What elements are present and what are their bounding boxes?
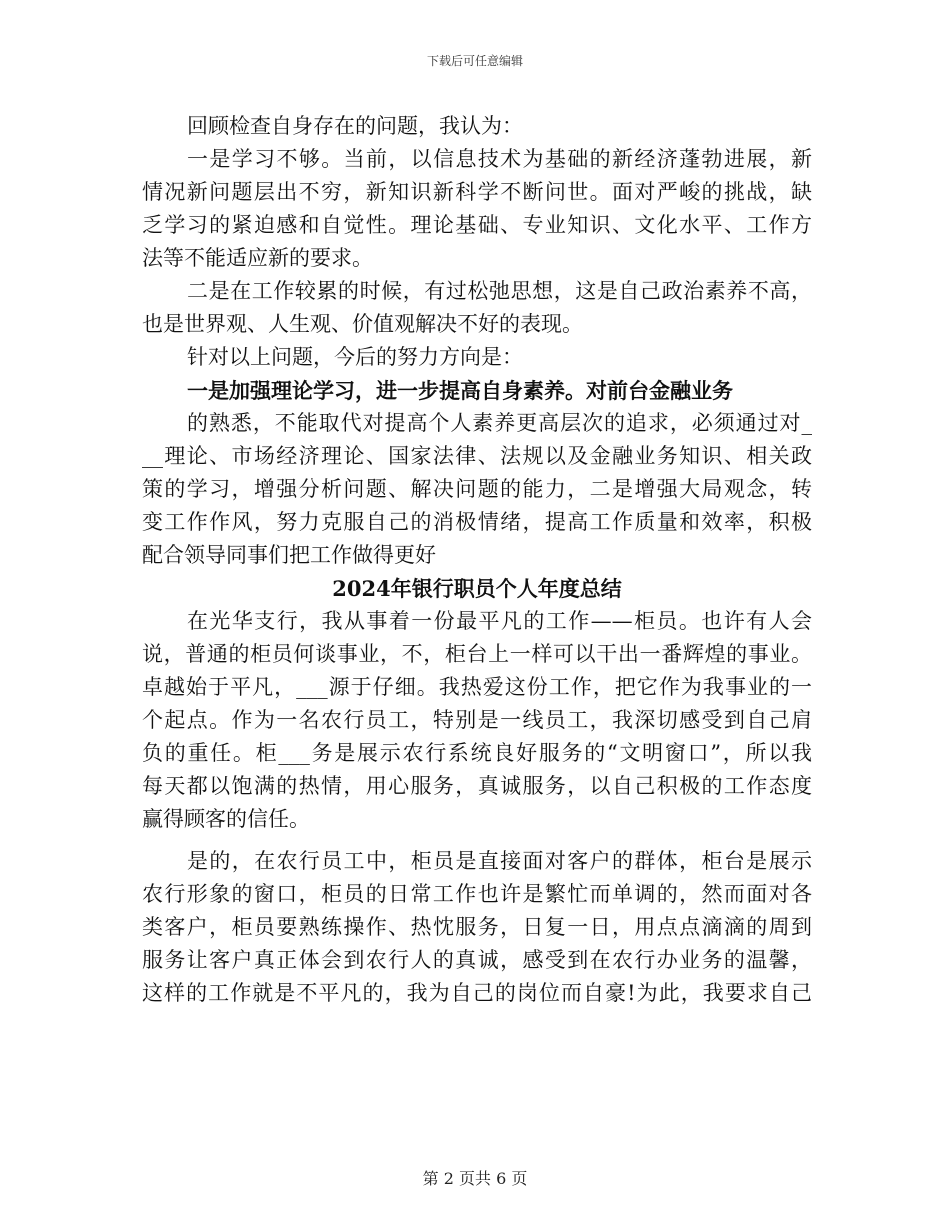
text-line: 负的重任。柜___务是展示农行系统良好服务的“文明窗口”，所以我 xyxy=(142,741,812,765)
text-line: 农行形象的窗口，柜员的日常工作也许是繁忙而单调的，然而面对各 xyxy=(142,882,812,906)
text-line: 策的学习，增强分析问题、解决问题的能力，二是增强大局观念，转 xyxy=(142,477,812,501)
text-line: 变工作作风，努力克服自己的消极情绪，提高工作质量和效率，积极 xyxy=(142,510,812,534)
text-line: __理论、市场经济理论、国家法律、法规以及金融业务知识、相关政 xyxy=(142,444,812,468)
text-line: 服务让客户真正体会到农行人的真诚，感受到在农行办业务的温馨， xyxy=(142,948,812,972)
text-line: 个起点。作为一名农行员工，特别是一线员工，我深切感受到自己肩 xyxy=(142,708,812,732)
text-line: 这样的工作就是不平凡的，我为自己的岗位而自豪!为此，我要求自己 xyxy=(142,981,812,1005)
page-number: 第 2 页共 6 页 xyxy=(422,1169,528,1188)
section-title: 2024年银行职员个人年度总结 xyxy=(332,576,622,601)
text-line: 法等不能适应新的要求。 xyxy=(142,246,373,270)
text-line: 乏学习的紧迫感和自觉性。理论基础、专业知识、文化水平、工作方 xyxy=(142,213,812,237)
text-line: 一是加强理论学习，进一步提高自身素养。对前台金融业务 xyxy=(187,378,733,403)
text-line: 赢得顾客的信任。 xyxy=(142,807,310,831)
text-line: 类客户，柜员要熟练操作、热忱服务，日复一日，用点点滴滴的周到 xyxy=(142,915,812,939)
text-line: 回顾检查自身存在的问题，我认为： xyxy=(187,114,523,138)
text-line: 是的，在农行员工中，柜员是直接面对客户的群体，柜台是展示 xyxy=(187,849,812,873)
text-line: 一是学习不够。当前，以信息技术为基础的新经济蓬勃进展，新 xyxy=(187,147,812,171)
text-line: 情况新问题层出不穷，新知识新科学不断问世。面对严峻的挑战，缺 xyxy=(142,180,812,204)
document-body xyxy=(142,110,812,1010)
paragraph-gap xyxy=(142,836,812,845)
text-line: 说，普通的柜员何谈事业，不，柜台上一样可以干出一番辉煌的事业。 xyxy=(142,642,812,666)
text-line: 配合领导同事们把工作做得更好 xyxy=(142,543,436,567)
page-header: 下载后可任意编辑 xyxy=(426,54,523,68)
text-line: 每天都以饱满的热情，用心服务，真诚服务，以自己积极的工作态度 xyxy=(142,774,812,798)
text-line: 卓越始于平凡，___源于仔细。我热爱这份工作，把它作为我事业的一 xyxy=(142,675,812,699)
text-line: 针对以上问题，今后的努力方向是： xyxy=(187,345,523,369)
text-line: 二是在工作较累的时候，有过松弛思想，这是自己政治素养不高， xyxy=(187,279,812,303)
text-line: 的熟悉，不能取代对提高个人素养更高层次的追求，必须通过对_ xyxy=(187,411,812,435)
text-line: 也是世界观、人生观、价值观解决不好的表现。 xyxy=(142,312,583,336)
text-line: 在光华支行，我从事着一份最平凡的工作——柜员。也许有人会 xyxy=(187,609,812,633)
